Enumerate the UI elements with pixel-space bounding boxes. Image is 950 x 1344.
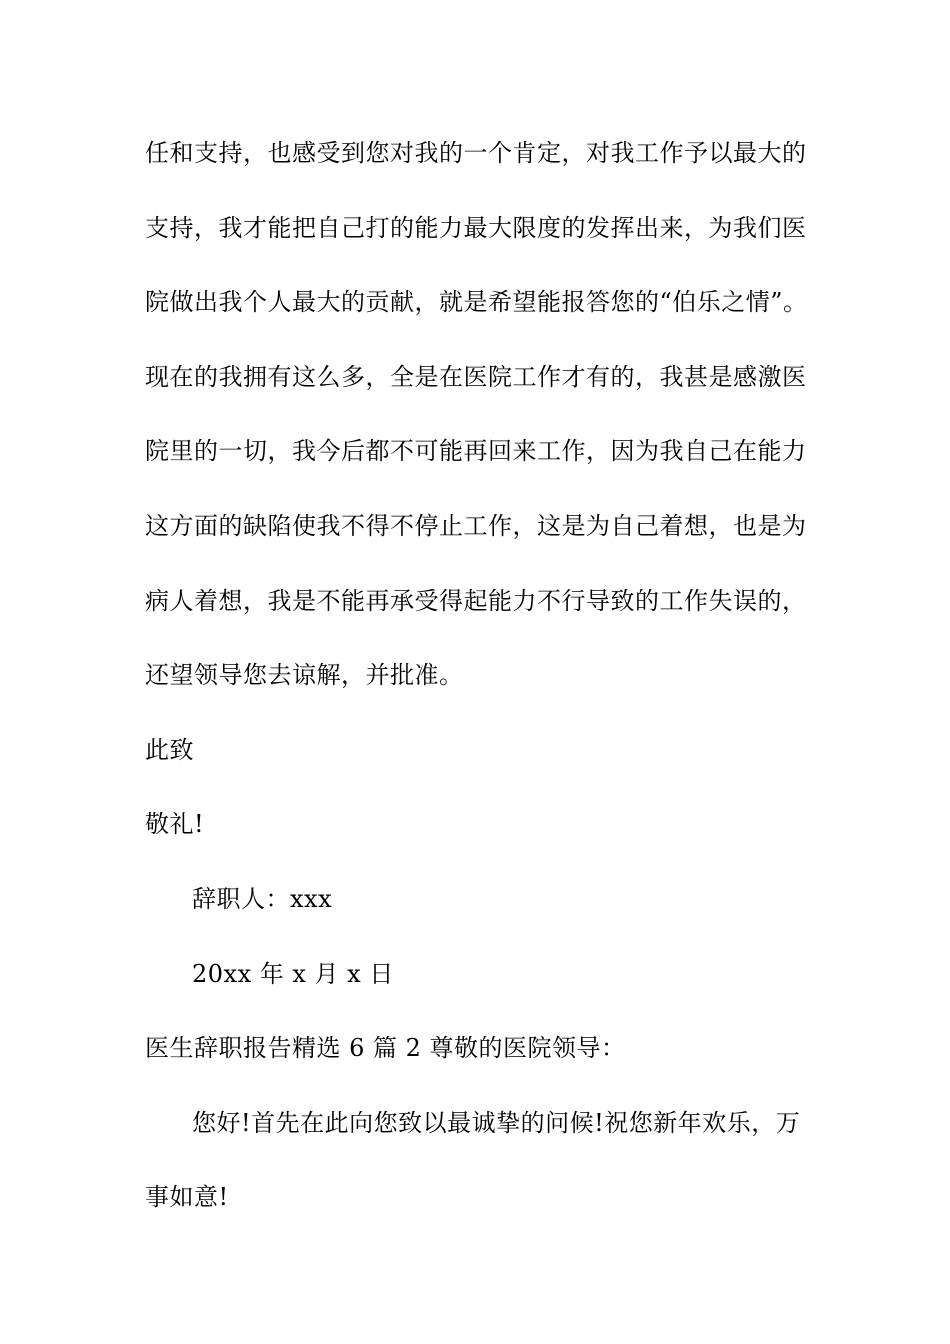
paragraph-line: 您好!首先在此向您致以最诚挚的问候!祝您新年欢乐，万 <box>192 1109 801 1137</box>
signer-line: 辞职人：xxx <box>192 885 333 913</box>
paragraph-line: 还望领导您去谅解，并批准。 <box>145 661 464 689</box>
section-heading: 医生辞职报告精选 6 篇 2 尊敬的医院领导： <box>145 1034 626 1062</box>
paragraph-line: 事如意! <box>145 1183 229 1211</box>
closing-line: 敬礼! <box>145 810 205 838</box>
paragraph-line: 院做出我个人最大的贡献，就是希望能报答您的“伯乐之情”。 <box>145 288 808 316</box>
paragraph-line: 病人着想，我是不能再承受得起能力不行导致的工作失误的， <box>145 587 807 615</box>
paragraph-line: 院里的一切，我今后都不可能再回来工作，因为我自己在能力 <box>145 437 807 465</box>
date-line: 20xx 年 x 月 x 日 <box>192 960 394 988</box>
paragraph-line: 这方面的缺陷使我不得不停止工作，这是为自己着想，也是为 <box>145 512 807 540</box>
paragraph-line: 现在的我拥有这么多，全是在医院工作才有的，我甚是感激医 <box>145 363 807 391</box>
paragraph-line: 支持，我才能把自己打的能力最大限度的发挥出来，为我们医 <box>145 214 807 242</box>
salutation-line: 此致 <box>145 736 194 764</box>
paragraph-line: 任和支持，也感受到您对我的一个肯定，对我工作予以最大的 <box>145 139 807 167</box>
